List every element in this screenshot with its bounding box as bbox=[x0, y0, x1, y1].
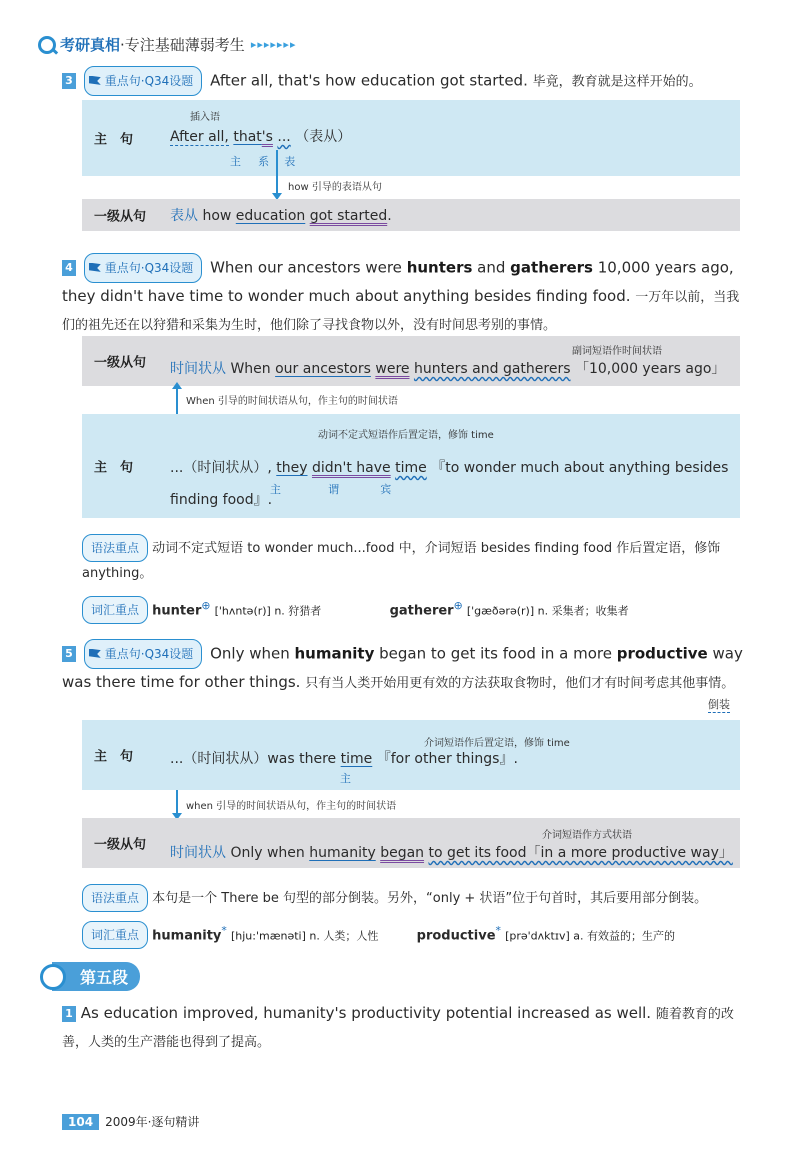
key-sentence-tag bbox=[84, 66, 203, 96]
verb-word: began bbox=[380, 845, 425, 861]
infinitive-phrase: 『to wonder much about anything besides finding food』. bbox=[170, 460, 729, 508]
clause-tag: 时间状从 bbox=[170, 845, 226, 861]
sub-clause-label: 一级从句 bbox=[94, 209, 147, 225]
main-clause-text bbox=[170, 748, 518, 768]
when-clause-note: When 引导的时间状语从句，作主句的时间状语 bbox=[186, 396, 398, 407]
verb-phrase: got started bbox=[309, 208, 388, 224]
main-clause-text bbox=[170, 452, 730, 516]
when-clause-note: when 引导的时间状语从句，作主句的时间状语 bbox=[186, 801, 397, 812]
subject-word: humanity bbox=[309, 845, 376, 861]
linking-verb: were bbox=[375, 361, 410, 377]
sub-clause-text bbox=[170, 358, 725, 378]
sub-clause-band bbox=[82, 336, 740, 386]
vocab-word: gatherer bbox=[389, 603, 454, 619]
subject-word: they bbox=[276, 460, 308, 476]
page-number: 104 bbox=[62, 1114, 99, 1130]
sentence-english-part: 10,000 years ago, they didn't have time to wonder much about anything besides finding food. bbox=[62, 258, 734, 305]
vocab-point bbox=[82, 594, 742, 624]
sentence-english-part: and bbox=[472, 258, 511, 277]
brand-separator: · bbox=[120, 35, 125, 54]
period: . bbox=[387, 208, 392, 224]
conjunction-word: Only when bbox=[230, 845, 305, 861]
inversion-note: 倒装 bbox=[708, 698, 730, 711]
vocab-definition: ['gæðərə(r)] n. 采集者；收集者 bbox=[466, 604, 629, 618]
sentence-number: 5 bbox=[62, 646, 76, 662]
subject-word: time bbox=[340, 751, 373, 767]
sub-clause-text bbox=[170, 842, 733, 862]
flag-icon bbox=[89, 649, 101, 660]
role-subject: 主 bbox=[340, 772, 351, 785]
vocab-definition: [prə'dʌktɪv] a. 有效益的；生产的 bbox=[505, 929, 675, 943]
role-labels bbox=[270, 478, 391, 497]
vocab-mark: * bbox=[221, 924, 227, 937]
main-clause-band bbox=[82, 720, 740, 790]
insert-phrase: After all, bbox=[170, 129, 229, 145]
brand-subtitle: 专注基础薄弱考生 bbox=[124, 36, 245, 54]
subject-phrase: our ancestors bbox=[275, 361, 371, 377]
how-clause-note: how 引导的表语从句 bbox=[288, 182, 382, 193]
infinitive-note: 动词不定式短语作后置定语，修饰 time bbox=[318, 430, 494, 441]
magnifier-logo-icon bbox=[38, 36, 56, 54]
main-clause-label: 主 句 bbox=[94, 132, 134, 148]
flag-icon bbox=[89, 76, 101, 87]
sentence-chinese: 只有当人类开始用更有效的方法获取食物时，他们才有时间考虑其他事情。 bbox=[305, 676, 735, 691]
vocab-pill: 词汇重点 bbox=[82, 921, 148, 949]
predicative-phrase: hunters and gatherers bbox=[413, 361, 571, 377]
connector-arrow bbox=[276, 150, 278, 194]
role-verb: 系 bbox=[258, 155, 270, 168]
role-labels bbox=[230, 150, 295, 169]
clause-tag: 时间状从 bbox=[170, 361, 226, 377]
keyword-humanity: humanity bbox=[294, 644, 375, 663]
main-clause-band bbox=[82, 100, 740, 176]
linking-verb: 's bbox=[261, 129, 273, 145]
grammar-point bbox=[82, 534, 742, 586]
grammar-point bbox=[82, 884, 742, 912]
clause-placeholder: ...（时间状从）was there bbox=[170, 751, 337, 767]
role-predicative: 表 bbox=[284, 155, 296, 168]
vocab-word: hunter bbox=[152, 603, 202, 619]
grammar-text: 本句是一个 There be 句型的部分倒装。另外，“only + 状语”位于句首时，其后要用部分倒装。 bbox=[152, 891, 708, 906]
page-header bbox=[38, 34, 296, 55]
object-word: time bbox=[395, 460, 427, 476]
keyword-gatherers: gatherers bbox=[510, 258, 593, 277]
magnifier-icon bbox=[40, 964, 66, 990]
infinitive-phrase: to get its food「in a more productive way」 bbox=[428, 845, 733, 861]
main-clause-band bbox=[82, 414, 740, 518]
sentence-english-part: Only when bbox=[210, 644, 295, 663]
vocab-definition: ['hʌntə(r)] n. 狩猎者 bbox=[214, 604, 322, 618]
sentence-chinese: 一万年以前，当我们的祖先还在以狩猎和采集为生时，他们除了寻找食物以外，没有时间思考别的事情。 bbox=[62, 290, 740, 333]
sentence-english-part: began to get its food in a more bbox=[374, 644, 617, 663]
predicative-clause-note: （表从） bbox=[295, 129, 352, 145]
prep-phrase: 『for other things』. bbox=[376, 751, 518, 767]
main-clause-label: 主 句 bbox=[94, 460, 134, 476]
key-sentence-tag bbox=[84, 253, 203, 283]
sentence-number: 4 bbox=[62, 260, 76, 276]
sentence-chinese: 随着教育的改善，人类的生产潜能也得到了提高。 bbox=[62, 1007, 734, 1050]
vocab-mark: ⊕ bbox=[453, 599, 463, 612]
adverb-note: 副词短语作时间状语 bbox=[572, 346, 662, 357]
sentence-number: 3 bbox=[62, 73, 76, 89]
grammar-pill: 语法重点 bbox=[82, 884, 148, 912]
sentence-chinese: 毕竟，教育就是这样开始的。 bbox=[532, 74, 702, 90]
role-subject: 主 bbox=[230, 155, 241, 168]
connector-arrow bbox=[176, 790, 178, 814]
vocab-point bbox=[82, 919, 742, 949]
vocab-pill: 词汇重点 bbox=[82, 596, 148, 624]
keyword-productive: productive bbox=[616, 644, 708, 663]
paragraph-1 bbox=[62, 1000, 752, 1056]
role-subject: 主 bbox=[270, 483, 281, 496]
verb-phrase: didn't have bbox=[311, 460, 391, 476]
keyword-hunters: hunters bbox=[406, 258, 473, 277]
vocab-word: productive bbox=[416, 928, 496, 944]
role-object: 宾 bbox=[380, 483, 392, 496]
sub-clause-label: 一级从句 bbox=[94, 837, 147, 853]
vocab-mark: * bbox=[495, 924, 501, 937]
arrow-decoration-icon: ▸▸▸▸▸▸▸ bbox=[250, 38, 297, 51]
grammar-pill: 语法重点 bbox=[82, 534, 148, 562]
sentence-3 bbox=[62, 66, 752, 96]
tag-label: 重点句·Q34设题 bbox=[104, 74, 194, 88]
role-verb: 谓 bbox=[328, 483, 340, 496]
subject-word: that bbox=[233, 129, 262, 145]
vocab-mark: ⊕ bbox=[201, 599, 211, 612]
grammar-text: 动词不定式短语 to wonder much...food 中，介词短语 besides finding food 作后置定语，修饰 anything。 bbox=[82, 541, 721, 581]
vocab-definition: [hju:'mænəti] n. 人类；人性 bbox=[230, 929, 379, 943]
sentence-english: After all, that's how education got started. bbox=[210, 71, 528, 90]
page-footer bbox=[62, 1113, 199, 1130]
subject-word: education bbox=[235, 208, 306, 224]
sentence-english-part: When our ancestors were bbox=[210, 258, 407, 277]
sentence-4 bbox=[62, 253, 752, 339]
sub-clause-band bbox=[82, 199, 740, 231]
key-sentence-tag bbox=[84, 639, 203, 669]
time-phrase: 「10,000 years ago」 bbox=[574, 361, 726, 377]
conjunction-word: When bbox=[230, 361, 271, 377]
main-clause-label: 主 句 bbox=[94, 749, 134, 765]
clause-tag: 表从 bbox=[170, 208, 198, 224]
vocab-word: humanity bbox=[152, 928, 222, 944]
section-heading bbox=[40, 962, 140, 991]
main-clause-text bbox=[170, 126, 351, 146]
brand-name: 考研真相 bbox=[60, 36, 121, 54]
tag-label: 重点句·Q34设题 bbox=[104, 647, 194, 661]
manner-note: 介词短语作方式状语 bbox=[542, 830, 632, 841]
flag-icon bbox=[89, 263, 101, 274]
sub-clause-text bbox=[170, 205, 392, 225]
tag-label: 重点句·Q34设题 bbox=[104, 261, 194, 275]
sentence-number: 1 bbox=[62, 1006, 76, 1022]
prep-note: 介词短语作后置定语，修饰 time bbox=[424, 738, 570, 749]
conjunction-word: how bbox=[202, 208, 232, 224]
sub-clause-label: 一级从句 bbox=[94, 355, 147, 371]
sentence-english-part: way was there time for other things. bbox=[62, 644, 743, 691]
predicative-dots: ... bbox=[277, 129, 291, 145]
section-title: 第五段 bbox=[52, 962, 140, 991]
insert-note: 插入语 bbox=[190, 112, 220, 123]
sentence-english: As education improved, humanity's productivity potential increased as well. bbox=[80, 1004, 652, 1022]
sentence-5 bbox=[62, 639, 752, 697]
sub-clause-band bbox=[82, 818, 740, 868]
clause-placeholder: ...（时间状从）, bbox=[170, 460, 272, 476]
footer-title: 2009年·逐句精讲 bbox=[105, 1115, 200, 1129]
